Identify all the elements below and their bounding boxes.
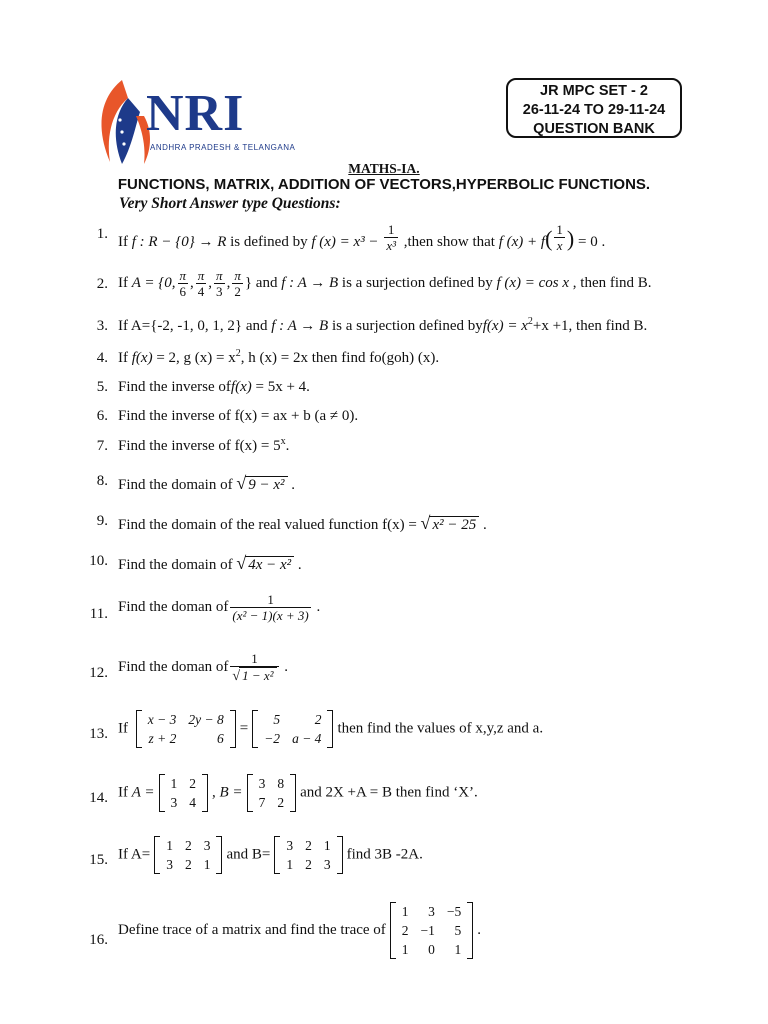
- q3-exponent: 2: [527, 316, 533, 327]
- logo-subtext: ANDHRA PRADESH & TELANGANA: [150, 143, 296, 152]
- q8-text: Find the domain of: [118, 477, 233, 493]
- q16-text: .: [477, 921, 482, 938]
- logo-text: NRI: [146, 85, 245, 142]
- question-number: 11.: [89, 606, 108, 622]
- q9-text: Find the domain of the real valued function f(x) =: [118, 517, 417, 533]
- q1-math: f (x) = x³ −: [311, 234, 379, 250]
- q8-text: .: [291, 477, 295, 493]
- q2-fraction: $\frac{\pi}{2}$: [234, 268, 241, 299]
- sqrt-icon: √: [232, 669, 241, 684]
- sqrt-icon: √: [236, 473, 247, 493]
- question-12: [0, 651, 768, 691]
- question-number: 12.: [89, 665, 108, 681]
- q2-fraction: $\frac{\pi}{3}$: [216, 268, 223, 299]
- question-number: 2.: [96, 276, 108, 292]
- q10-text: .: [297, 557, 302, 573]
- question-13: [0, 710, 768, 754]
- q3-text: +x +1, then find B.: [532, 318, 648, 334]
- q6-text: Find the inverse of f(x) = ax + b (a ≠ 0).: [118, 408, 359, 424]
- subject-heading: MATHS-IA.: [348, 161, 420, 176]
- question-number: 6.: [96, 408, 108, 424]
- q2-text: If: [118, 274, 128, 291]
- q13-math: =: [239, 720, 249, 737]
- question-number: 7.: [96, 438, 108, 454]
- q10-math: 4x − x²: [245, 556, 294, 574]
- q4-text: , h (x) = 2x then find fo(goh) (x).: [240, 350, 440, 366]
- q16-text: Define trace of a matrix and find the trace of: [118, 921, 386, 938]
- q2-fraction: $\frac{\pi}{4}$: [197, 268, 205, 299]
- question-number: 13.: [89, 726, 108, 742]
- matrix-b: 3 2 1 1 2 3: [274, 836, 342, 874]
- sqrt-icon: √: [420, 513, 431, 533]
- matrix-a: 1 2 3 3 2 1: [154, 836, 222, 874]
- topic-heading: FUNCTIONS, MATRIX, ADDITION OF VECTORS,HYPERBOLIC FUNCTIONS.: [117, 176, 651, 193]
- q4-text: = 2, g (x) = x: [156, 350, 236, 366]
- set-dates: 26-11-24 TO 29-11-24: [522, 102, 666, 118]
- q2-text: is a surjection defined by: [341, 274, 493, 291]
- q2-fraction: $\frac{\pi}{6}$: [179, 268, 187, 299]
- q1-text: If: [118, 234, 128, 250]
- q14-text: If: [118, 784, 128, 801]
- question-2: 2. If A = {0, $\frac{\pi}{6}$ , $\frac{\pi}{4}$ , $\frac{\pi}{3}$ , $\frac{\pi}{2}$ } and f : A → B is a surjection defined by f (x) = cos x , then find B.: [96, 268, 652, 299]
- q11-text: .: [316, 598, 321, 615]
- question-number: 14.: [89, 790, 108, 806]
- q10-text: Find the domain of: [118, 557, 233, 573]
- matrix-rhs: 5 2 −2 a − 4: [252, 710, 333, 748]
- matrix-trace: 1 3 −5 2 −1 5 1 0 1: [390, 902, 474, 959]
- q2-text: and: [255, 274, 278, 291]
- question-number: 10.: [89, 553, 108, 569]
- q9-math: x² − 25: [429, 516, 479, 534]
- question-14: [0, 774, 768, 818]
- q1-text: ,then show that: [403, 234, 495, 250]
- question-11: [0, 592, 768, 632]
- q5-math: f(x): [230, 379, 252, 395]
- question-number: 9.: [96, 513, 108, 529]
- q15-text: find 3B -2A.: [346, 846, 423, 863]
- q1-text: is defined by: [230, 234, 308, 250]
- q14-text: and 2X +A = B then find ‘X’.: [300, 784, 478, 801]
- q4-math: f(x): [131, 350, 153, 366]
- q2-math: A = {0,: [131, 274, 176, 291]
- set-info-box: [506, 78, 682, 138]
- question-number: 5.: [96, 379, 108, 395]
- q5-text: = 5x + 4.: [255, 379, 310, 395]
- q12-text: Find the doman of: [118, 658, 229, 675]
- q2-math: }: [244, 274, 253, 291]
- q15-text: If A=: [118, 846, 151, 863]
- q1-math: = 0 .: [578, 234, 606, 250]
- question-number: 15.: [89, 852, 108, 868]
- q3-text: If A={-2, -1, 0, 1, 2} and: [118, 318, 268, 334]
- q7-exponent: x: [280, 436, 286, 447]
- question-number: 4.: [96, 350, 108, 366]
- question-number: 1.: [96, 226, 108, 242]
- q8-math: 9 − x²: [245, 476, 287, 494]
- set-name: JR MPC SET - 2: [540, 83, 648, 99]
- q9-text: .: [482, 517, 487, 533]
- question-number: 8.: [96, 473, 108, 489]
- q13-text: If: [118, 720, 128, 737]
- q7-text: Find the inverse of f(x) = 5: [118, 438, 281, 454]
- q1-math: f : R − {0} → R: [131, 234, 227, 250]
- q2-math: f : A → B: [281, 274, 339, 291]
- question-number: 3.: [96, 318, 108, 334]
- q12-text: .: [284, 658, 289, 675]
- q2-math: f (x) = cos x: [496, 274, 570, 291]
- q4-text: If: [118, 350, 128, 366]
- q7-text: .: [285, 438, 290, 454]
- q1-fraction: $\frac{1}{\text{x³}}$: [386, 222, 396, 254]
- question-15: [0, 836, 768, 880]
- set-type: QUESTION BANK: [533, 121, 655, 137]
- q12-fraction: $\frac{1}{\text{√ 1 − x²}}$: [230, 651, 278, 684]
- matrix-lhs: x − 3 2y − 8 z + 2 6: [136, 710, 236, 748]
- q3-math: f(x) = x: [482, 318, 528, 334]
- q3-math: f : A → B: [271, 318, 329, 334]
- q1-fraction: $\frac{1}{x}$: [556, 222, 563, 254]
- q14-math: B =: [219, 784, 243, 801]
- q14-math: A =: [131, 784, 155, 801]
- question-16: [0, 902, 768, 968]
- q3-text: is a surjection defined by: [331, 318, 483, 334]
- q2-text: , then find B.: [572, 274, 652, 291]
- question-number: 16.: [89, 932, 108, 948]
- q12-math: 1 − x²: [239, 667, 276, 683]
- section-heading: Very Short Answer type Questions:: [119, 195, 341, 212]
- q1-math: f (x) + f: [498, 234, 546, 250]
- q5-text: Find the inverse of: [118, 379, 231, 395]
- q11-text: Find the doman of: [118, 598, 229, 615]
- question-1: 1. If f : R − {0} → R is defined by f (x) = x³ − $\frac{1}{\text{x³}}$ ,then show that f (x) + f( $\frac{1}{x}$ ) = 0 .: [96, 222, 606, 254]
- q13-text: then find the values of x,y,z and a.: [337, 720, 544, 737]
- q14-text: ,: [212, 784, 216, 801]
- q4-exponent: 2: [235, 348, 241, 359]
- sqrt-icon: √: [236, 553, 247, 573]
- matrix-a: 1 2 3 4: [159, 774, 209, 812]
- q15-text: and B=: [226, 846, 271, 863]
- q11-fraction: $\frac{1}{\text{(x² − 1)(x + 3)}}$: [232, 592, 309, 623]
- matrix-b: 3 8 7 2: [247, 774, 297, 812]
